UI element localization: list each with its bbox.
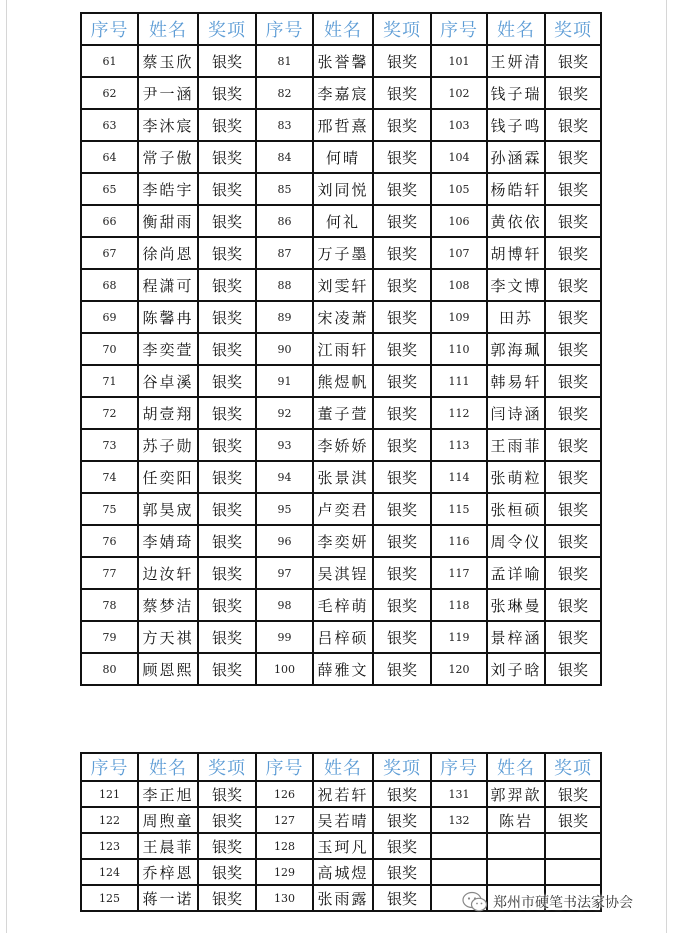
name-cell: 孙涵霖	[487, 141, 545, 173]
table-row	[81, 429, 601, 461]
name-cell	[487, 859, 545, 885]
award-cell: 银奖	[198, 173, 256, 205]
award-cell: 银奖	[198, 621, 256, 653]
serial-cell: 74	[81, 461, 138, 493]
serial-cell: 86	[256, 205, 313, 237]
serial-cell: 101	[431, 45, 487, 77]
serial-cell: 115	[431, 493, 487, 525]
serial-cell: 63	[81, 109, 138, 141]
award-cell: 银奖	[373, 461, 431, 493]
serial-cell: 94	[256, 461, 313, 493]
award-cell: 银奖	[545, 781, 601, 807]
serial-cell: 104	[431, 141, 487, 173]
serial-cell: 106	[431, 205, 487, 237]
award-cell: 银奖	[198, 781, 256, 807]
name-cell: 闫诗涵	[487, 397, 545, 429]
award-cell: 银奖	[545, 237, 601, 269]
name-cell: 程潇可	[138, 269, 198, 301]
column-header: 奖项	[373, 13, 431, 45]
column-header: 序号	[431, 753, 487, 781]
serial-cell: 116	[431, 525, 487, 557]
column-header: 序号	[81, 753, 138, 781]
award-cell: 银奖	[545, 45, 601, 77]
name-cell: 黄依依	[487, 205, 545, 237]
award-cell: 银奖	[373, 141, 431, 173]
name-cell: 乔梓恩	[138, 859, 198, 885]
award-cell: 银奖	[198, 301, 256, 333]
award-cell: 银奖	[373, 397, 431, 429]
name-cell: 何晴	[313, 141, 373, 173]
name-cell: 蔡玉欣	[138, 45, 198, 77]
table-row	[81, 301, 601, 333]
name-cell: 钱子瑞	[487, 77, 545, 109]
award-cell: 银奖	[373, 621, 431, 653]
name-cell: 陈岩	[487, 807, 545, 833]
name-cell: 何礼	[313, 205, 373, 237]
serial-cell: 78	[81, 589, 138, 621]
award-cell: 银奖	[373, 781, 431, 807]
serial-cell: 108	[431, 269, 487, 301]
column-header: 奖项	[545, 753, 601, 781]
serial-cell: 113	[431, 429, 487, 461]
name-cell: 李沐宸	[138, 109, 198, 141]
award-cell: 银奖	[373, 365, 431, 397]
award-cell: 银奖	[198, 45, 256, 77]
table-row	[81, 45, 601, 77]
name-cell: 薛雅文	[313, 653, 373, 685]
serial-cell: 121	[81, 781, 138, 807]
name-cell: 张誉馨	[313, 45, 373, 77]
serial-cell: 71	[81, 365, 138, 397]
name-cell: 韩易轩	[487, 365, 545, 397]
serial-cell: 100	[256, 653, 313, 685]
table-row	[81, 859, 601, 885]
award-cell: 银奖	[545, 807, 601, 833]
name-cell: 李嘉宸	[313, 77, 373, 109]
table-row	[81, 237, 601, 269]
award-cell: 银奖	[373, 885, 431, 911]
name-cell: 宋凌萧	[313, 301, 373, 333]
serial-cell: 88	[256, 269, 313, 301]
name-cell: 王晨菲	[138, 833, 198, 859]
serial-cell: 76	[81, 525, 138, 557]
award-cell: 银奖	[545, 141, 601, 173]
award-cell: 银奖	[545, 493, 601, 525]
serial-cell: 95	[256, 493, 313, 525]
award-cell: 银奖	[545, 429, 601, 461]
award-cell: 银奖	[545, 173, 601, 205]
serial-cell: 77	[81, 557, 138, 589]
column-header: 姓名	[138, 13, 198, 45]
award-cell: 银奖	[545, 301, 601, 333]
page-edge-right	[666, 0, 667, 933]
serial-cell: 73	[81, 429, 138, 461]
name-cell: 李娇娇	[313, 429, 373, 461]
award-cell: 银奖	[198, 833, 256, 859]
name-cell: 吕梓硕	[313, 621, 373, 653]
award-cell: 银奖	[545, 109, 601, 141]
name-cell: 李文博	[487, 269, 545, 301]
serial-cell: 64	[81, 141, 138, 173]
serial-cell: 69	[81, 301, 138, 333]
name-cell: 苏子勋	[138, 429, 198, 461]
award-cell: 银奖	[545, 653, 601, 685]
name-cell: 蔡梦洁	[138, 589, 198, 621]
award-cell: 银奖	[545, 525, 601, 557]
serial-cell: 125	[81, 885, 138, 911]
name-cell: 毛梓萌	[313, 589, 373, 621]
name-cell: 王雨菲	[487, 429, 545, 461]
award-cell: 银奖	[373, 807, 431, 833]
serial-cell: 79	[81, 621, 138, 653]
award-cell: 银奖	[545, 589, 601, 621]
award-cell: 银奖	[198, 557, 256, 589]
name-cell: 蒋一诺	[138, 885, 198, 911]
award-cell: 银奖	[198, 109, 256, 141]
serial-cell: 105	[431, 173, 487, 205]
serial-cell: 99	[256, 621, 313, 653]
award-cell: 银奖	[373, 269, 431, 301]
award-cell: 银奖	[373, 205, 431, 237]
serial-cell: 65	[81, 173, 138, 205]
name-cell: 边汝轩	[138, 557, 198, 589]
award-cell: 银奖	[373, 301, 431, 333]
serial-cell: 62	[81, 77, 138, 109]
award-cell	[545, 859, 601, 885]
award-cell: 银奖	[198, 77, 256, 109]
table-row	[81, 525, 601, 557]
name-cell: 郭海珮	[487, 333, 545, 365]
serial-cell: 89	[256, 301, 313, 333]
name-cell: 田苏	[487, 301, 545, 333]
name-cell: 王妍清	[487, 45, 545, 77]
name-cell: 万子墨	[313, 237, 373, 269]
name-cell: 方天祺	[138, 621, 198, 653]
award-cell: 银奖	[373, 173, 431, 205]
serial-cell: 119	[431, 621, 487, 653]
name-cell: 卢奕君	[313, 493, 373, 525]
name-cell: 董子萱	[313, 397, 373, 429]
serial-cell: 81	[256, 45, 313, 77]
column-header: 奖项	[545, 13, 601, 45]
award-cell: 银奖	[198, 493, 256, 525]
name-cell: 顾恩熙	[138, 653, 198, 685]
award-cell: 银奖	[545, 333, 601, 365]
column-header: 姓名	[487, 13, 545, 45]
name-cell: 李奕妍	[313, 525, 373, 557]
name-cell	[487, 833, 545, 859]
column-header: 奖项	[198, 753, 256, 781]
name-cell: 胡博轩	[487, 237, 545, 269]
award-cell: 银奖	[545, 205, 601, 237]
serial-cell: 66	[81, 205, 138, 237]
name-cell: 钱子鸣	[487, 109, 545, 141]
award-cell: 银奖	[373, 237, 431, 269]
page-edge-left	[6, 0, 7, 933]
serial-cell: 131	[431, 781, 487, 807]
table-row	[81, 781, 601, 807]
table-row	[81, 77, 601, 109]
award-table-1	[80, 12, 602, 686]
name-cell: 李皓宇	[138, 173, 198, 205]
serial-cell: 118	[431, 589, 487, 621]
column-header: 序号	[81, 13, 138, 45]
serial-cell: 83	[256, 109, 313, 141]
award-cell: 银奖	[198, 589, 256, 621]
award-cell: 银奖	[373, 429, 431, 461]
award-cell: 银奖	[373, 109, 431, 141]
serial-cell: 124	[81, 859, 138, 885]
table-row	[81, 365, 601, 397]
serial-cell: 80	[81, 653, 138, 685]
table-row	[81, 807, 601, 833]
award-cell: 银奖	[198, 365, 256, 397]
award-cell: 银奖	[198, 807, 256, 833]
award-cell: 银奖	[373, 333, 431, 365]
serial-cell: 82	[256, 77, 313, 109]
name-cell: 张雨露	[313, 885, 373, 911]
award-cell: 银奖	[373, 833, 431, 859]
table-row	[81, 493, 601, 525]
name-cell: 祝若轩	[313, 781, 373, 807]
table-row	[81, 461, 601, 493]
award-cell: 银奖	[198, 859, 256, 885]
serial-cell: 107	[431, 237, 487, 269]
serial-cell: 120	[431, 653, 487, 685]
table-row	[81, 109, 601, 141]
award-cell: 银奖	[373, 77, 431, 109]
name-cell: 张琳曼	[487, 589, 545, 621]
name-cell: 胡壹翔	[138, 397, 198, 429]
serial-cell: 68	[81, 269, 138, 301]
award-cell: 银奖	[198, 885, 256, 911]
serial-cell: 70	[81, 333, 138, 365]
name-cell: 张景淇	[313, 461, 373, 493]
column-header: 姓名	[487, 753, 545, 781]
award-cell: 银奖	[545, 397, 601, 429]
award-cell: 银奖	[198, 525, 256, 557]
award-cell: 银奖	[545, 365, 601, 397]
award-cell: 银奖	[373, 45, 431, 77]
name-cell: 刘子晗	[487, 653, 545, 685]
column-header: 姓名	[138, 753, 198, 781]
name-cell: 杨皓轩	[487, 173, 545, 205]
serial-cell: 84	[256, 141, 313, 173]
name-cell: 徐尚恩	[138, 237, 198, 269]
award-cell: 银奖	[545, 621, 601, 653]
table-row	[81, 269, 601, 301]
award-cell: 银奖	[373, 653, 431, 685]
serial-cell: 122	[81, 807, 138, 833]
award-cell: 银奖	[198, 461, 256, 493]
serial-cell: 98	[256, 589, 313, 621]
serial-cell: 90	[256, 333, 313, 365]
serial-cell: 102	[431, 77, 487, 109]
name-cell: 任奕阳	[138, 461, 198, 493]
name-cell: 尹一涵	[138, 77, 198, 109]
table-row	[81, 397, 601, 429]
serial-cell: 128	[256, 833, 313, 859]
serial-cell: 92	[256, 397, 313, 429]
name-cell: 李正旭	[138, 781, 198, 807]
serial-cell: 75	[81, 493, 138, 525]
name-cell: 周令仪	[487, 525, 545, 557]
header-row	[81, 13, 601, 45]
name-cell: 李奕萱	[138, 333, 198, 365]
serial-cell	[431, 859, 487, 885]
column-header: 奖项	[373, 753, 431, 781]
name-cell: 吴若晴	[313, 807, 373, 833]
award-cell: 银奖	[198, 141, 256, 173]
table-row	[81, 333, 601, 365]
name-cell: 刘同悦	[313, 173, 373, 205]
serial-cell: 129	[256, 859, 313, 885]
award-cell: 银奖	[373, 557, 431, 589]
serial-cell: 117	[431, 557, 487, 589]
award-cell: 银奖	[198, 653, 256, 685]
name-cell: 郭昊宬	[138, 493, 198, 525]
name-cell: 孟详喻	[487, 557, 545, 589]
award-table-2	[80, 752, 602, 912]
name-cell: 常子傲	[138, 141, 198, 173]
name-cell: 张桓硕	[487, 493, 545, 525]
wechat-icon	[462, 891, 488, 913]
award-cell: 银奖	[198, 269, 256, 301]
column-header: 序号	[256, 753, 313, 781]
watermark	[462, 891, 633, 913]
name-cell: 邢哲熹	[313, 109, 373, 141]
serial-cell: 85	[256, 173, 313, 205]
award-cell: 银奖	[198, 205, 256, 237]
serial-cell: 111	[431, 365, 487, 397]
name-cell: 郭羿歆	[487, 781, 545, 807]
watermark-text: 郑州市硬笔书法家协会	[493, 895, 633, 911]
table-row	[81, 653, 601, 685]
name-cell: 景梓涵	[487, 621, 545, 653]
award-cell: 银奖	[198, 333, 256, 365]
header-row	[81, 753, 601, 781]
serial-cell: 123	[81, 833, 138, 859]
name-cell: 张萌粒	[487, 461, 545, 493]
name-cell: 陈馨冉	[138, 301, 198, 333]
serial-cell: 114	[431, 461, 487, 493]
serial-cell	[431, 833, 487, 859]
name-cell: 刘雯轩	[313, 269, 373, 301]
serial-cell: 61	[81, 45, 138, 77]
name-cell: 玉珂凡	[313, 833, 373, 859]
serial-cell: 130	[256, 885, 313, 911]
table-row	[81, 557, 601, 589]
serial-cell: 103	[431, 109, 487, 141]
serial-cell: 112	[431, 397, 487, 429]
serial-cell: 96	[256, 525, 313, 557]
serial-cell: 93	[256, 429, 313, 461]
name-cell: 江雨轩	[313, 333, 373, 365]
name-cell: 衡甜雨	[138, 205, 198, 237]
award-cell: 银奖	[545, 269, 601, 301]
award-cell: 银奖	[373, 859, 431, 885]
serial-cell: 110	[431, 333, 487, 365]
column-header: 姓名	[313, 753, 373, 781]
award-cell: 银奖	[545, 557, 601, 589]
award-cell: 银奖	[198, 429, 256, 461]
award-cell: 银奖	[373, 493, 431, 525]
name-cell: 谷卓溪	[138, 365, 198, 397]
serial-cell: 91	[256, 365, 313, 397]
serial-cell: 87	[256, 237, 313, 269]
award-cell: 银奖	[545, 461, 601, 493]
name-cell: 李婧琦	[138, 525, 198, 557]
column-header: 奖项	[198, 13, 256, 45]
serial-cell: 126	[256, 781, 313, 807]
name-cell: 周煦童	[138, 807, 198, 833]
award-cell	[545, 833, 601, 859]
award-cell: 银奖	[198, 237, 256, 269]
award-cell: 银奖	[373, 525, 431, 557]
table-row	[81, 141, 601, 173]
serial-cell: 67	[81, 237, 138, 269]
table-row	[81, 833, 601, 859]
serial-cell: 132	[431, 807, 487, 833]
name-cell: 高城煜	[313, 859, 373, 885]
name-cell: 熊煜帆	[313, 365, 373, 397]
serial-cell: 97	[256, 557, 313, 589]
serial-cell: 109	[431, 301, 487, 333]
serial-cell: 72	[81, 397, 138, 429]
column-header: 序号	[256, 13, 313, 45]
award-cell: 银奖	[198, 397, 256, 429]
table-row	[81, 173, 601, 205]
table-row	[81, 621, 601, 653]
table-row	[81, 205, 601, 237]
award-cell: 银奖	[373, 589, 431, 621]
column-header: 姓名	[313, 13, 373, 45]
serial-cell: 127	[256, 807, 313, 833]
award-cell: 银奖	[545, 77, 601, 109]
column-header: 序号	[431, 13, 487, 45]
name-cell: 吴淇锃	[313, 557, 373, 589]
table-row	[81, 589, 601, 621]
